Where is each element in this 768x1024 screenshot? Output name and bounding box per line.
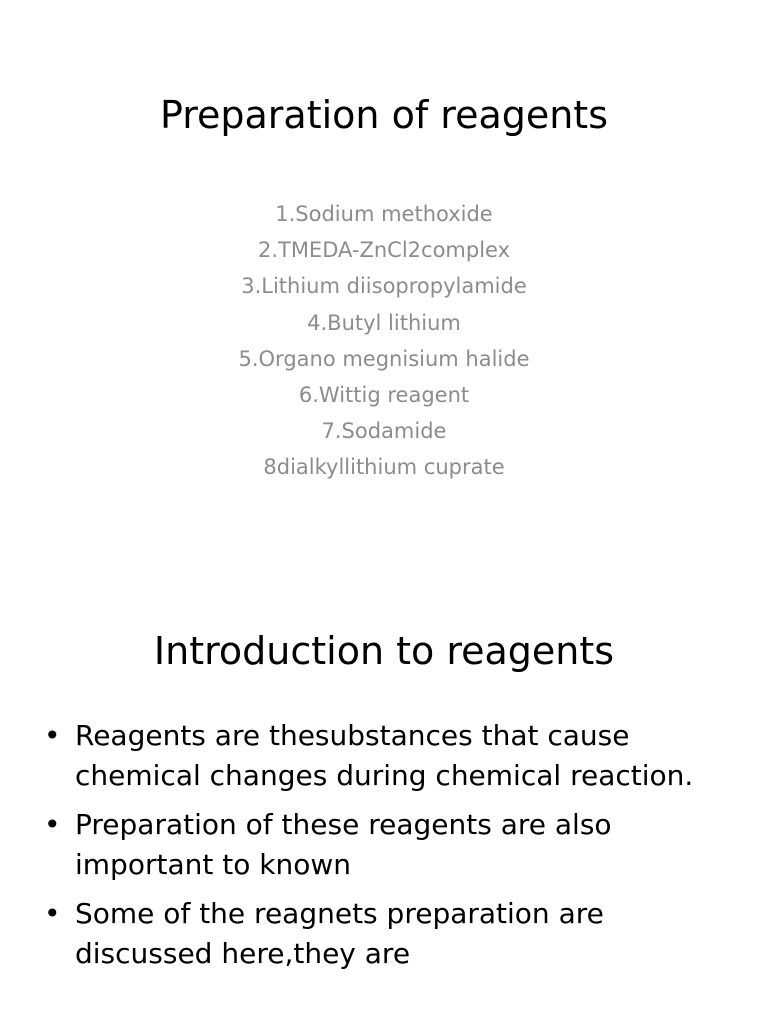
slide-title: Preparation of reagents (159, 93, 609, 137)
bullet-text: Preparation of these reagents are also important to known (75, 808, 612, 881)
reagent-list-item: 4.Butyl lithium (307, 310, 461, 335)
bullet-dot-icon: • (44, 719, 61, 752)
reagent-list-item: 8dialkyllithium cuprate (263, 455, 505, 480)
reagent-list-item: 1.Sodium methoxide (275, 202, 493, 226)
bullet-text: Reagents are thesubstances that cause chemical changes during chemical reaction. (75, 719, 694, 792)
reagent-list-item: 2.TMEDA-ZnCl2complex (257, 238, 511, 263)
bullet-item (0, 805, 740, 885)
bullet-text: Some of the reagnets preparation are discussed here,they are (75, 897, 604, 970)
bullet-dot-icon: • (44, 897, 61, 930)
reagent-list-item: 5.Organo megnisium halide (238, 346, 530, 371)
reagent-list-item: 3.Lithium diisopropylamide (241, 274, 527, 299)
slide-title: Introduction to reagents (153, 629, 615, 673)
slide-introduction-to-reagents (0, 512, 768, 1024)
bullet-item (0, 894, 740, 974)
reagent-list (0, 196, 768, 486)
bullet-item (0, 716, 740, 796)
reagent-list-item: 6.Wittig reagent (298, 383, 470, 408)
reagent-list-item: 7.Sodamide (321, 419, 447, 444)
bullet-list (0, 716, 740, 983)
bullet-dot-icon: • (44, 808, 61, 841)
